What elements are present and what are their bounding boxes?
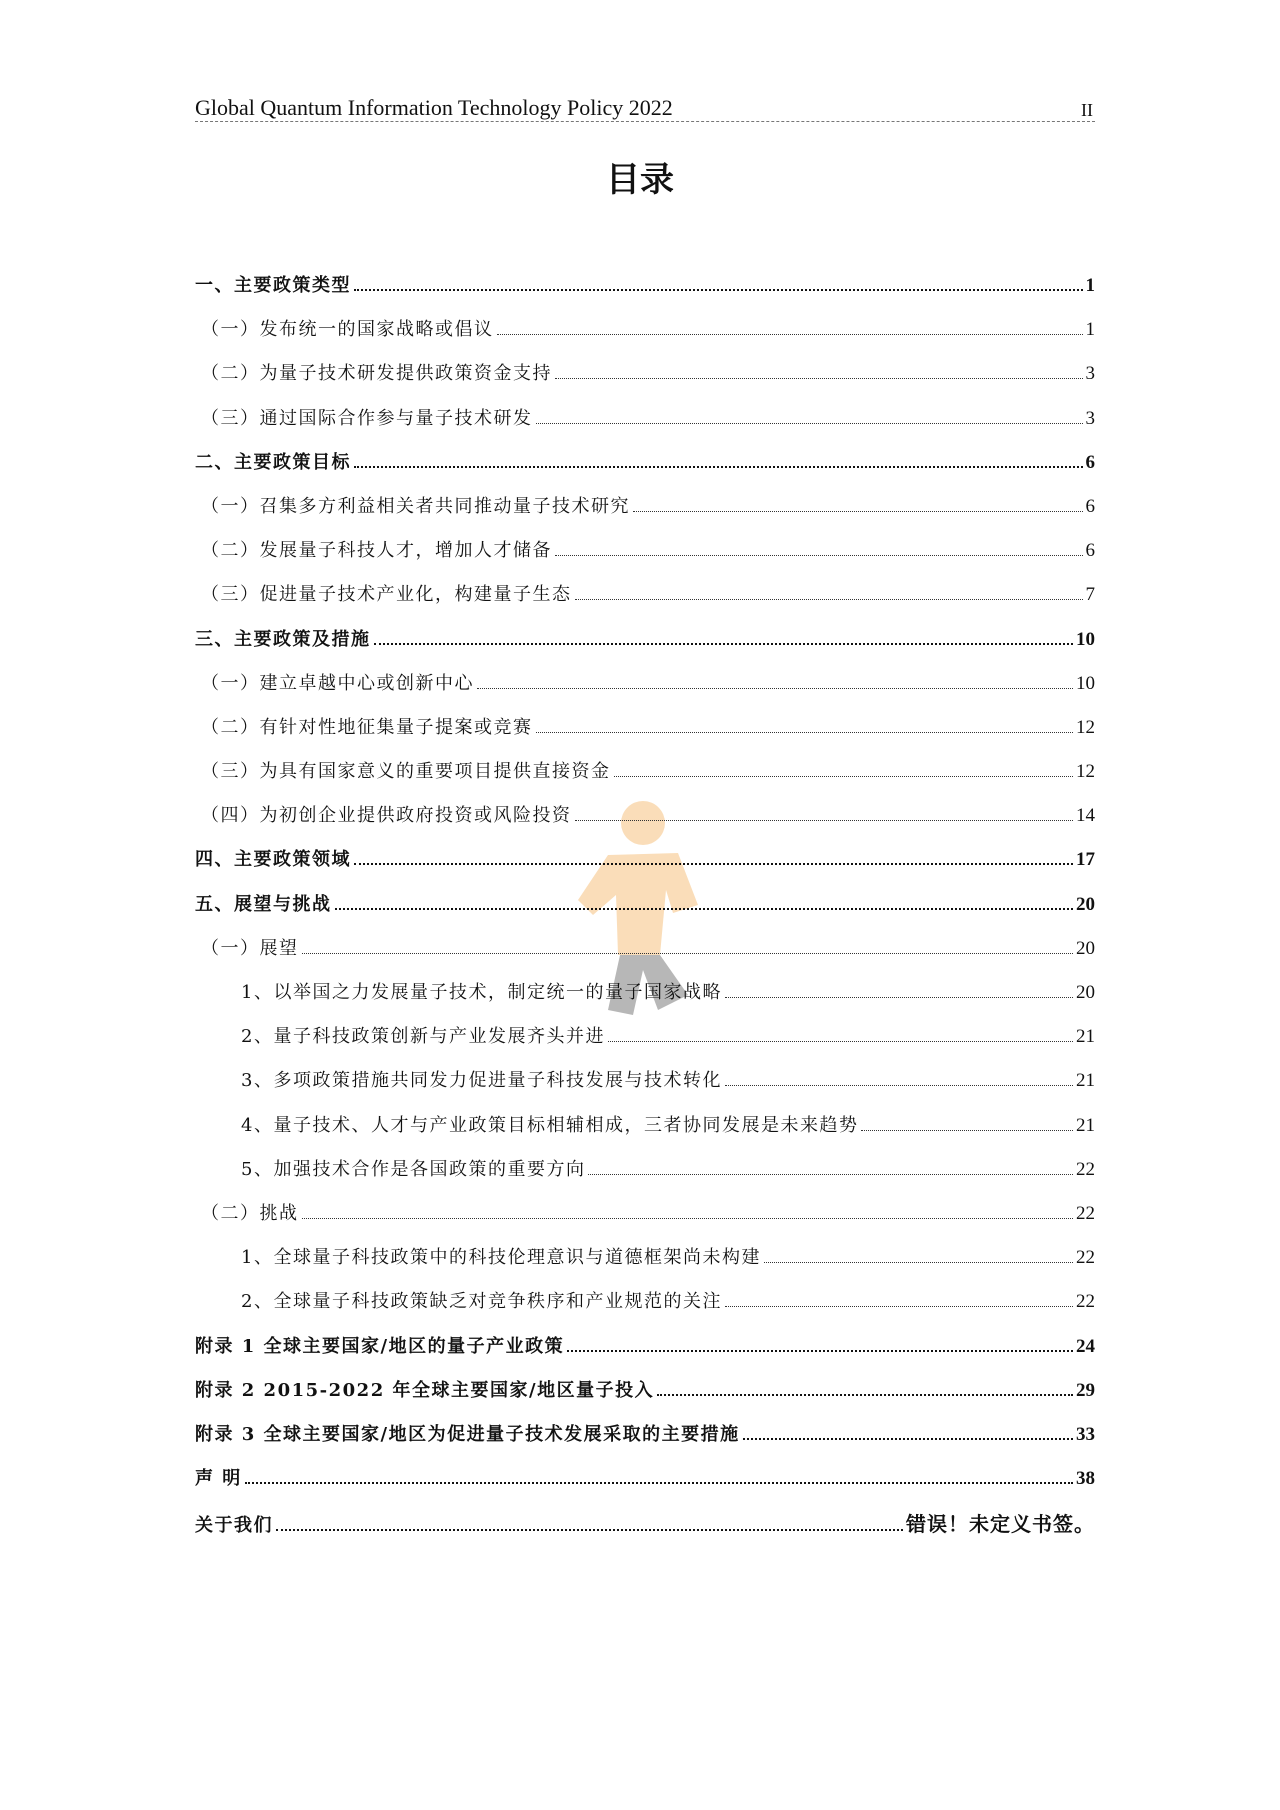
toc-entry[interactable]: 三、主要政策及措施 10 [195,628,1095,650]
toc-entry[interactable]: （一）展望 20 [201,937,1095,959]
toc-entry[interactable]: 声 明 38 [195,1468,1095,1490]
toc-entry[interactable]: 2、全球量子科技政策缺乏对竞争秩序和产业规范的关注 22 [241,1291,1095,1313]
toc-entry[interactable]: （二）挑战 22 [201,1202,1095,1224]
toc-entry[interactable]: 附录 1 全球主要国家/地区的量子产业政策 24 [195,1335,1095,1357]
toc-entry[interactable]: 4、量子技术、人才与产业政策目标相辅相成，三者协同发展是未来趋势 21 [241,1114,1095,1136]
toc-entry[interactable]: （一）发布统一的国家战略或倡议 1 [201,319,1095,341]
toc-entry[interactable]: 附录 2 2015-2022 年全球主要国家/地区量子投入 29 [195,1379,1095,1401]
toc-entry[interactable]: 2、量子科技政策创新与产业发展齐头并进 21 [241,1026,1095,1048]
toc-entry[interactable]: 附录 3 全球主要国家/地区为促进量子技术发展采取的主要措施 33 [195,1423,1095,1445]
toc-entry[interactable]: （四）为初创企业提供政府投资或风险投资 14 [201,805,1095,827]
toc-entry[interactable]: 关于我们 错误！未定义书签。 [195,1512,1095,1537]
toc-entry[interactable]: 1、全球量子科技政策中的科技伦理意识与道德框架尚未构建 22 [241,1247,1095,1269]
toc-entry[interactable]: （二）发展量子科技人才，增加人才储备 6 [201,540,1095,562]
toc-entry[interactable]: 二、主要政策目标 6 [195,451,1095,473]
toc-entry[interactable]: （三）促进量子技术产业化，构建量子生态 7 [201,584,1095,606]
toc-entry[interactable]: （一）召集多方利益相关者共同推动量子技术研究 6 [201,495,1095,517]
page-header [195,93,1095,121]
toc-entry[interactable]: 一、主要政策类型 1 [195,275,1095,296]
toc-entry[interactable]: 四、主要政策领域 17 [195,849,1095,871]
toc-entry[interactable]: （三）为具有国家意义的重要项目提供直接资金 12 [201,761,1095,783]
toc-entry[interactable]: （一）建立卓越中心或创新中心 10 [201,672,1095,694]
toc-entry[interactable]: 五、展望与挑战 20 [195,893,1095,915]
toc-entry[interactable]: 5、加强技术合作是各国政策的重要方向 22 [241,1158,1095,1180]
header-rule [195,121,1095,122]
page-title: 目录 [606,160,674,200]
toc-entry[interactable]: 1、以举国之力发展量子技术，制定统一的量子国家战略 20 [241,982,1095,1003]
toc-entry[interactable]: （三）通过国际合作参与量子技术研发 3 [201,407,1095,429]
table-of-contents [195,264,1095,1547]
toc-entry[interactable]: （二）有针对性地征集量子提案或竞赛 12 [201,716,1095,738]
header-title: Global Quantum Information Technology Policy 2022 [195,95,673,120]
toc-entry[interactable]: （二）为量子技术研发提供政策资金支持 3 [201,363,1095,385]
header-page-number: II [1081,100,1093,120]
toc-entry[interactable]: 3、多项政策措施共同发力促进量子科技发展与技术转化 21 [241,1070,1095,1092]
